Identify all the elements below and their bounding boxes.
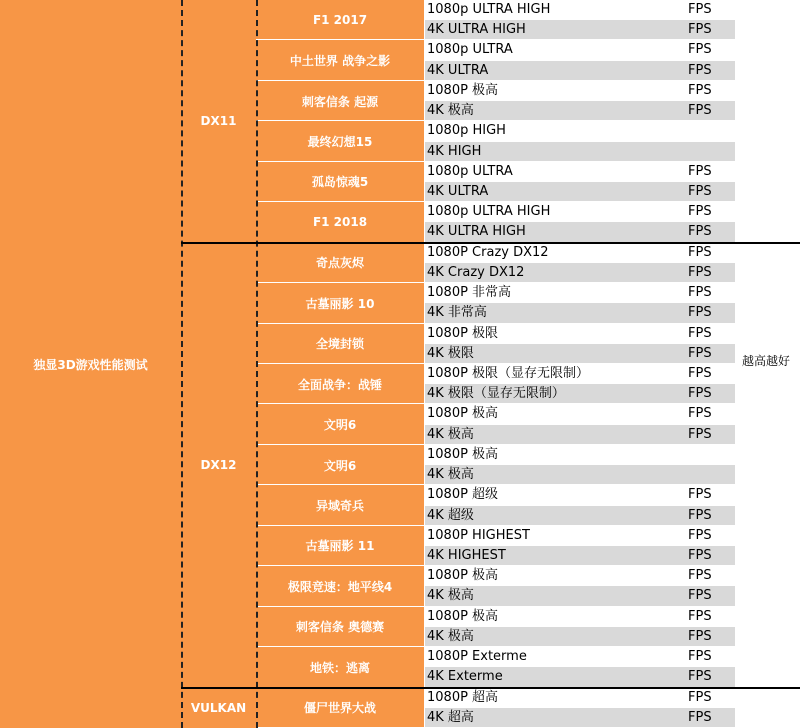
test-setting: 4K ULTRA HIGH bbox=[424, 20, 662, 40]
test-setting: 4K 超级 bbox=[424, 506, 662, 526]
test-setting: 4K HIGHEST bbox=[424, 546, 662, 566]
unit-label: FPS bbox=[662, 20, 735, 40]
unit-label: FPS bbox=[662, 344, 735, 364]
unit-label: FPS bbox=[662, 485, 735, 505]
unit-label: FPS bbox=[662, 586, 735, 606]
test-setting: 1080P 非常高 bbox=[424, 283, 662, 303]
unit-label bbox=[662, 121, 735, 141]
test-setting: 1080p ULTRA HIGH bbox=[424, 0, 662, 20]
unit-label: FPS bbox=[662, 607, 735, 627]
game-name: 刺客信条 奥德赛 bbox=[256, 607, 424, 647]
unit-label: FPS bbox=[662, 425, 735, 445]
unit-label: FPS bbox=[662, 222, 735, 242]
unit-label: FPS bbox=[662, 546, 735, 566]
unit-label: FPS bbox=[662, 202, 735, 222]
game-name: 刺客信条 起源 bbox=[256, 81, 424, 121]
test-setting: 1080P 极高 bbox=[424, 566, 662, 586]
unit-label: FPS bbox=[662, 667, 735, 687]
test-setting: 1080P 极限 bbox=[424, 324, 662, 344]
unit-label: FPS bbox=[662, 283, 735, 303]
root-label: 独显3D游戏性能测试 bbox=[0, 0, 181, 728]
test-setting: 1080P Exterme bbox=[424, 647, 662, 667]
test-setting: 4K 极高 bbox=[424, 627, 662, 647]
test-setting: 1080P 超级 bbox=[424, 485, 662, 505]
game-name: 异域奇兵 bbox=[256, 485, 424, 525]
test-setting: 4K 极高 bbox=[424, 101, 662, 121]
unit-label: FPS bbox=[662, 61, 735, 81]
unit-label: FPS bbox=[662, 566, 735, 586]
test-setting: 1080P 极高 bbox=[424, 445, 662, 465]
game-name: 文明6 bbox=[256, 404, 424, 444]
test-setting: 4K Exterme bbox=[424, 667, 662, 687]
unit-label: FPS bbox=[662, 506, 735, 526]
test-setting: 1080P HIGHEST bbox=[424, 526, 662, 546]
unit-label bbox=[662, 465, 735, 485]
test-setting: 4K 超高 bbox=[424, 708, 662, 728]
test-setting: 1080p ULTRA HIGH bbox=[424, 202, 662, 222]
unit-label: FPS bbox=[662, 324, 735, 344]
test-setting: 1080p ULTRA bbox=[424, 162, 662, 182]
note-higher-is-better: 越高越好 bbox=[742, 354, 791, 368]
dashed-divider bbox=[181, 0, 183, 728]
unit-label: FPS bbox=[662, 303, 735, 323]
dashed-divider bbox=[256, 0, 258, 728]
unit-label: FPS bbox=[662, 364, 735, 384]
game-name: 文明6 bbox=[256, 445, 424, 485]
game-name: 全面战争：战锤 bbox=[256, 364, 424, 404]
unit-label: FPS bbox=[662, 81, 735, 101]
api-label: DX12 bbox=[181, 243, 256, 688]
test-setting: 4K ULTRA bbox=[424, 61, 662, 81]
unit-label: FPS bbox=[662, 688, 735, 708]
game-name: 全境封锁 bbox=[256, 324, 424, 364]
test-setting: 1080P 极高 bbox=[424, 81, 662, 101]
api-label: DX11 bbox=[181, 0, 256, 243]
test-setting: 1080p ULTRA bbox=[424, 40, 662, 60]
game-name: 僵尸世界大战 bbox=[256, 688, 424, 728]
unit-label: FPS bbox=[662, 0, 735, 20]
test-setting: 4K ULTRA bbox=[424, 182, 662, 202]
unit-label bbox=[662, 142, 735, 162]
unit-label: FPS bbox=[662, 243, 735, 263]
test-setting: 4K HIGH bbox=[424, 142, 662, 162]
game-name: 古墓丽影 10 bbox=[256, 283, 424, 323]
test-setting: 1080p HIGH bbox=[424, 121, 662, 141]
test-setting: 4K ULTRA HIGH bbox=[424, 222, 662, 242]
unit-label: FPS bbox=[662, 384, 735, 404]
column-divider bbox=[424, 0, 425, 728]
test-setting: 4K 极限 bbox=[424, 344, 662, 364]
group-divider bbox=[181, 242, 800, 244]
game-name: 奇点灰烬 bbox=[256, 243, 424, 283]
test-setting: 1080P 极高 bbox=[424, 607, 662, 627]
test-setting: 4K 极高 bbox=[424, 586, 662, 606]
test-setting: 4K 极高 bbox=[424, 465, 662, 485]
game-name: 最终幻想15 bbox=[256, 121, 424, 161]
unit-label bbox=[662, 445, 735, 465]
game-name: 古墓丽影 11 bbox=[256, 526, 424, 566]
test-setting: 1080P 超高 bbox=[424, 688, 662, 708]
game-name: F1 2018 bbox=[256, 202, 424, 242]
game-name: 地铁：逃离 bbox=[256, 647, 424, 687]
unit-label: FPS bbox=[662, 526, 735, 546]
group-divider bbox=[181, 687, 800, 689]
unit-label: FPS bbox=[662, 647, 735, 667]
unit-label: FPS bbox=[662, 708, 735, 728]
test-setting: 1080P 极高 bbox=[424, 404, 662, 424]
test-setting: 1080P 极限（显存无限制） bbox=[424, 364, 662, 384]
test-setting: 1080P Crazy DX12 bbox=[424, 243, 662, 263]
game-name: 孤岛惊魂5 bbox=[256, 162, 424, 202]
api-label: VULKAN bbox=[181, 688, 256, 728]
game-name: 极限竞速：地平线4 bbox=[256, 566, 424, 606]
unit-label: FPS bbox=[662, 263, 735, 283]
game-name: F1 2017 bbox=[256, 0, 424, 40]
game-name: 中土世界 战争之影 bbox=[256, 40, 424, 80]
test-setting: 4K Crazy DX12 bbox=[424, 263, 662, 283]
unit-label: FPS bbox=[662, 162, 735, 182]
unit-label: FPS bbox=[662, 40, 735, 60]
unit-label: FPS bbox=[662, 627, 735, 647]
unit-label: FPS bbox=[662, 404, 735, 424]
test-setting: 4K 非常高 bbox=[424, 303, 662, 323]
test-setting: 4K 极限（显存无限制） bbox=[424, 384, 662, 404]
test-setting: 4K 极高 bbox=[424, 425, 662, 445]
unit-label: FPS bbox=[662, 101, 735, 121]
unit-label: FPS bbox=[662, 182, 735, 202]
